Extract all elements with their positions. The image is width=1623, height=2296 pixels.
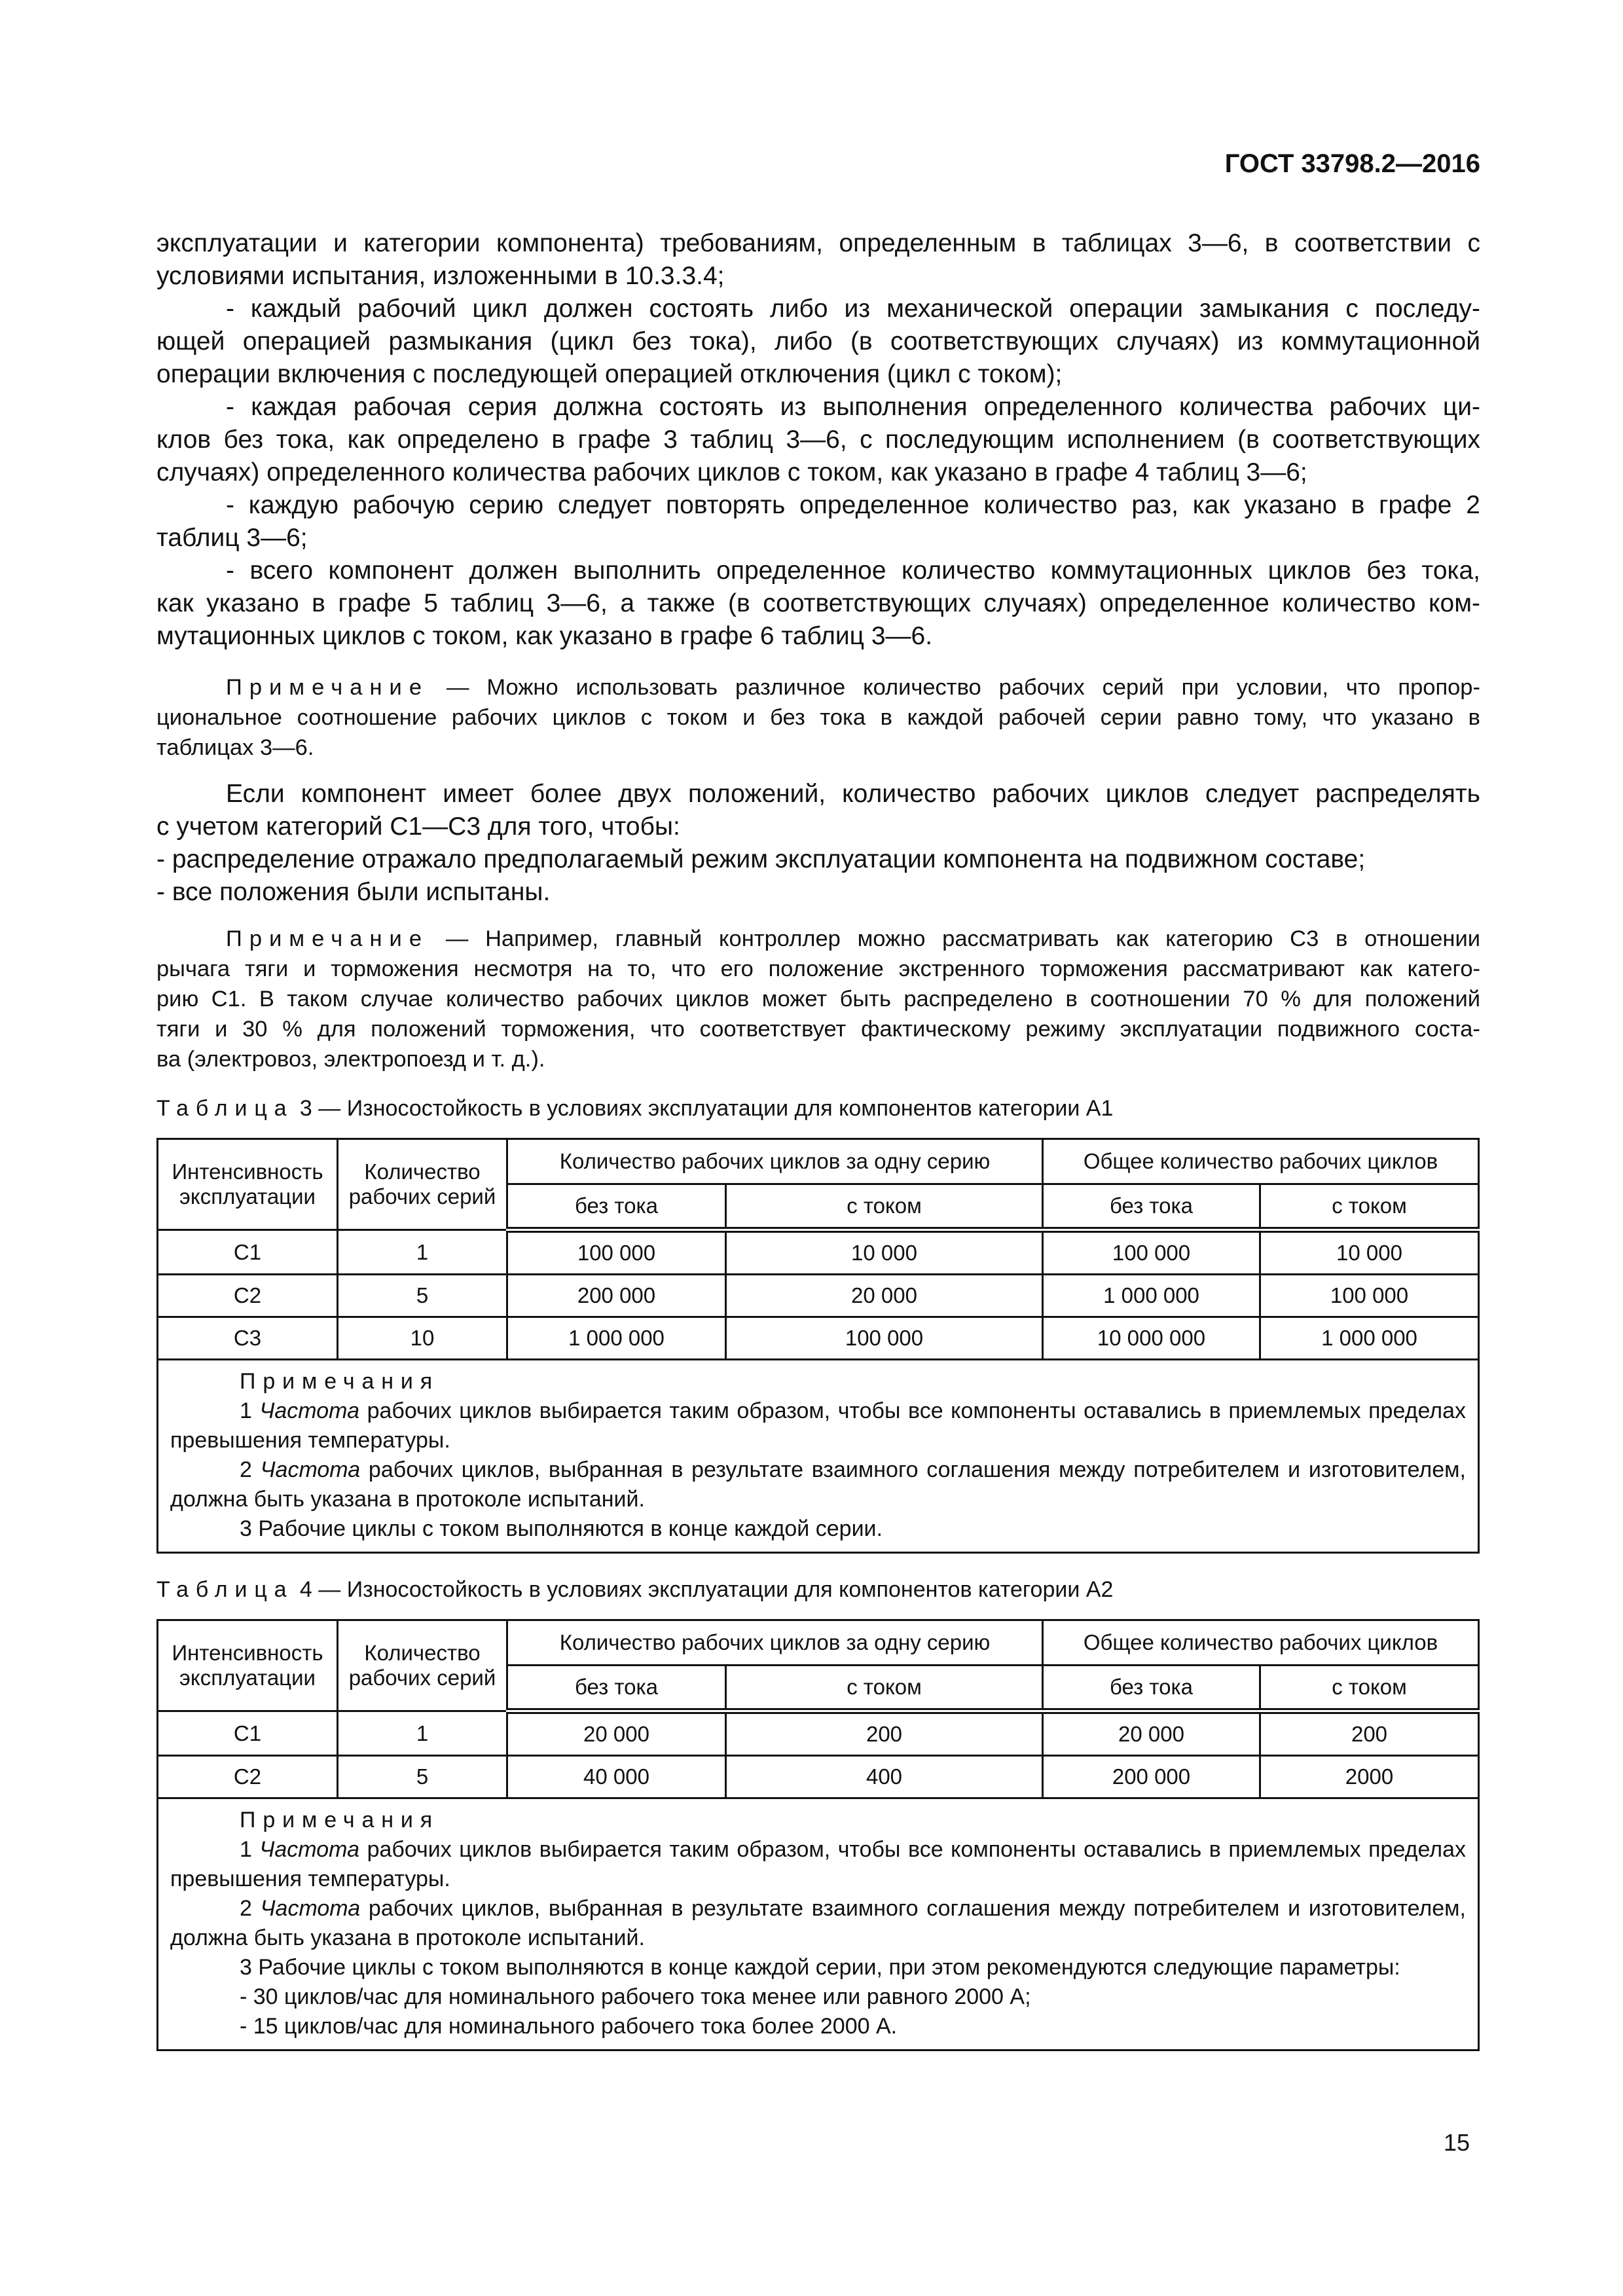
- table-cell: 10 000: [1260, 1230, 1479, 1275]
- header-intensity: Интенсивность эксплуатации: [158, 1620, 338, 1711]
- table-cell: 1 000 000: [507, 1317, 726, 1360]
- note-segment: 3 Рабочие циклы с током выполняются в конце каждой серии.: [240, 1516, 883, 1541]
- header-total: Общее количество рабочих циклов: [1043, 1620, 1479, 1666]
- note-text: — Можно использовать различное количество рабочих серий при условии, что пропор-: [429, 675, 1480, 700]
- note-segment: - 15 циклов/час для номинального рабочего тока более 2000 А.: [240, 2014, 898, 2039]
- table-cell: С1: [158, 1711, 338, 1756]
- text-line: случаях) определенного количества рабочих циклов с током, как указано в графе 4 таблиц 3—6;: [156, 458, 1307, 486]
- caption-text: 4 — Износостойкость в условиях эксплуатации для компонентов категории А2: [293, 1577, 1114, 1602]
- table-4: [156, 1619, 1480, 2051]
- table-cell: 20 000: [507, 1711, 726, 1756]
- table-cell: 200: [726, 1711, 1043, 1756]
- note-segment: Частота: [260, 1457, 361, 1482]
- table-notes: [158, 1360, 1479, 1553]
- note-label: Примечание: [226, 926, 429, 951]
- text-line: - каждый рабочий цикл должен состоять либо из механической операции замыкания с последу-: [226, 295, 1480, 323]
- note-segment: 1: [240, 1398, 260, 1423]
- text-line: эксплуатации и категории компонента) требованиям, определенным в таблицах 3—6, в соответствии с: [156, 229, 1480, 257]
- subheader-with-current: с током: [726, 1184, 1043, 1230]
- note-line: [156, 984, 1480, 1014]
- header-row: [158, 1620, 1479, 1666]
- table-cell: 10 000 000: [1043, 1317, 1260, 1360]
- header-row: [158, 1139, 1479, 1184]
- table-cell: 2000: [1260, 1756, 1479, 1798]
- caption-text: 3 — Износостойкость в условиях эксплуатации для компонентов категории А1: [293, 1096, 1114, 1121]
- table-cell: 100 000: [1043, 1230, 1260, 1275]
- note-segment: рабочих циклов выбирается таким образом, чтобы все компоненты оставались в приемлемых пределах превышения температуры.: [170, 1398, 1466, 1453]
- subheader-no-current: без тока: [507, 1184, 726, 1230]
- caption-label: Таблица: [156, 1096, 294, 1121]
- note-line: [156, 672, 1480, 702]
- text-line: клов без тока, как определено в графе 3 таблиц 3—6, с последующим исполнением (в соответствующих: [156, 426, 1480, 454]
- note-item: [170, 1894, 1466, 1953]
- note-1: [156, 672, 1480, 763]
- body-text-2: [156, 778, 1480, 909]
- text-line: мутационных циклов с током, как указано в графе 6 таблиц 3—6.: [156, 622, 933, 650]
- subheader-no-current: без тока: [1043, 1666, 1260, 1711]
- text-line: - распределение отражало предполагаемый режим эксплуатации компонента на подвижном составе;: [156, 845, 1366, 873]
- table-row: [158, 1317, 1479, 1360]
- note-segment: рабочих циклов, выбранная в результате взаимного соглашения между потребителем и изготовителем, должна быть указана в протоколе испытаний.: [170, 1457, 1466, 1512]
- table-cell: 20 000: [726, 1275, 1043, 1317]
- table-cell: 400: [726, 1756, 1043, 1798]
- table-cell: С3: [158, 1317, 338, 1360]
- note-item: [170, 1396, 1466, 1455]
- subheader-no-current: без тока: [507, 1666, 726, 1711]
- table-cell: 10: [338, 1317, 507, 1360]
- notes-row: [158, 1360, 1479, 1553]
- table-cell: 1: [338, 1230, 507, 1275]
- table-row: [158, 1756, 1479, 1798]
- text-line: операции включения с последующей операцией отключения (цикл с током);: [156, 360, 1063, 388]
- text-line: таблиц 3—6;: [156, 524, 308, 552]
- header-per-series: Количество рабочих циклов за одну серию: [507, 1620, 1043, 1666]
- table-row: [158, 1275, 1479, 1317]
- note-segment: Частота: [259, 1398, 359, 1423]
- text-line: ющей операцией размыкания (цикл без тока), либо (в соответствующих случаях) из коммутационной: [156, 327, 1480, 355]
- notes-row: [158, 1798, 1479, 2050]
- table-cell: 40 000: [507, 1756, 726, 1798]
- note-text: ва (электровоз, электропоезд и т. д.).: [156, 1047, 545, 1072]
- table-cell: 100 000: [1260, 1275, 1479, 1317]
- table-3: [156, 1138, 1480, 1554]
- text-line: - каждую рабочую серию следует повторять определенное количество раз, как указано в графе 2: [226, 491, 1480, 519]
- table-row: [158, 1711, 1479, 1756]
- header-intensity: Интенсивность эксплуатации: [158, 1139, 338, 1230]
- table-notes: [158, 1798, 1479, 2050]
- note-item: [170, 1455, 1466, 1514]
- note-2: [156, 924, 1480, 1074]
- document-code: ГОСТ 33798.2—2016: [1224, 149, 1480, 178]
- note-text: — Например, главный контроллер можно рассматривать как категорию С3 в отношении: [429, 926, 1480, 951]
- table-cell: С2: [158, 1275, 338, 1317]
- subheader-with-current: с током: [726, 1666, 1043, 1711]
- table-cell: С1: [158, 1230, 338, 1275]
- note-item: [170, 1953, 1466, 1982]
- table4-caption: [156, 1577, 1480, 1603]
- note-segment: Частота: [260, 1896, 361, 1921]
- table-cell: 100 000: [726, 1317, 1043, 1360]
- table-cell: 1 000 000: [1260, 1317, 1479, 1360]
- note-line: [156, 733, 1480, 763]
- note-line: [156, 1044, 1480, 1074]
- page-number: 15: [1444, 2129, 1470, 2156]
- table-cell: 200 000: [507, 1275, 726, 1317]
- subheader-with-current: с током: [1260, 1666, 1479, 1711]
- note-segment: рабочих циклов выбирается таким образом, чтобы все компоненты оставались в приемлемых пределах превышения температуры.: [170, 1837, 1466, 1891]
- note-segment: Частота: [259, 1837, 359, 1862]
- subheader-with-current: с током: [1260, 1184, 1479, 1230]
- caption-label: Таблица: [156, 1577, 294, 1602]
- text-line: как указано в графе 5 таблиц 3—6, а также (в соответствующих случаях) определенное количество ком-: [156, 589, 1480, 617]
- text-line: - всего компонент должен выполнить определенное количество коммутационных циклов без тока,: [226, 556, 1480, 585]
- header-series: Количество рабочих серий: [338, 1139, 507, 1230]
- note-line: [156, 1014, 1480, 1044]
- body-text-1: [156, 227, 1480, 653]
- text-line: Если компонент имеет более двух положений, количество рабочих циклов следует распределять: [226, 780, 1480, 808]
- table-cell: 100 000: [507, 1230, 726, 1275]
- note-line: [156, 924, 1480, 954]
- table-cell: 1: [338, 1711, 507, 1756]
- note-text: циональное соотношение рабочих циклов с током и без тока в каждой рабочей серии равно тому, что указано в: [156, 705, 1480, 730]
- note-line: [156, 702, 1480, 733]
- table-cell: 5: [338, 1275, 507, 1317]
- note-label: Примечание: [226, 675, 429, 700]
- table-cell: 200 000: [1043, 1756, 1260, 1798]
- note-segment: 3 Рабочие циклы с током выполняются в конце каждой серии, при этом рекомендуются следующие параметры:: [240, 1955, 1400, 1980]
- note-item: [170, 1835, 1466, 1894]
- note-item: [170, 2012, 1466, 2041]
- text-line: - все положения были испытаны.: [156, 878, 551, 906]
- notes-label: Примечания: [240, 1808, 440, 1832]
- table-cell: 20 000: [1043, 1711, 1260, 1756]
- table3-caption: [156, 1096, 1480, 1121]
- header-total: Общее количество рабочих циклов: [1043, 1139, 1479, 1184]
- table-cell: 200: [1260, 1711, 1479, 1756]
- table-cell: 1 000 000: [1043, 1275, 1260, 1317]
- header-per-series: Количество рабочих циклов за одну серию: [507, 1139, 1043, 1184]
- header-series: Количество рабочих серий: [338, 1620, 507, 1711]
- note-segment: 1: [240, 1837, 260, 1862]
- note-item: [170, 1514, 1466, 1544]
- note-segment: 2: [240, 1896, 261, 1921]
- text-line: условиями испытания, изложенными в 10.3.3.4;: [156, 262, 725, 290]
- note-text: таблицах 3—6.: [156, 735, 314, 760]
- text-line: - каждая рабочая серия должна состоять из выполнения определенного количества рабочих ци-: [226, 393, 1480, 421]
- text-line: с учетом категорий С1—С3 для того, чтобы:: [156, 812, 680, 841]
- table-cell: 10 000: [726, 1230, 1043, 1275]
- note-segment: - 30 циклов/час для номинального рабочего тока менее или равного 2000 А;: [240, 1984, 1031, 2009]
- subheader-no-current: без тока: [1043, 1184, 1260, 1230]
- table-row: [158, 1230, 1479, 1275]
- note-line: [156, 954, 1480, 984]
- notes-label: Примечания: [240, 1369, 440, 1394]
- note-segment: рабочих циклов, выбранная в результате взаимного соглашения между потребителем и изготовителем, должна быть указана в протоколе испытаний.: [170, 1896, 1466, 1950]
- note-text: рию С1. В таком случае количество рабочих циклов может быть распределено в соотношении 70 % для положений: [156, 987, 1480, 1011]
- table-cell: 5: [338, 1756, 507, 1798]
- note-segment: 2: [240, 1457, 261, 1482]
- note-text: рычага тяги и торможения несмотря на то, что его положение экстренного торможения рассматривают как катего-: [156, 957, 1480, 981]
- note-item: [170, 1982, 1466, 2012]
- table-cell: С2: [158, 1756, 338, 1798]
- note-text: тяги и 30 % для положений торможения, что соответствует фактическому режиму эксплуатации подвижного соста-: [156, 1017, 1480, 1042]
